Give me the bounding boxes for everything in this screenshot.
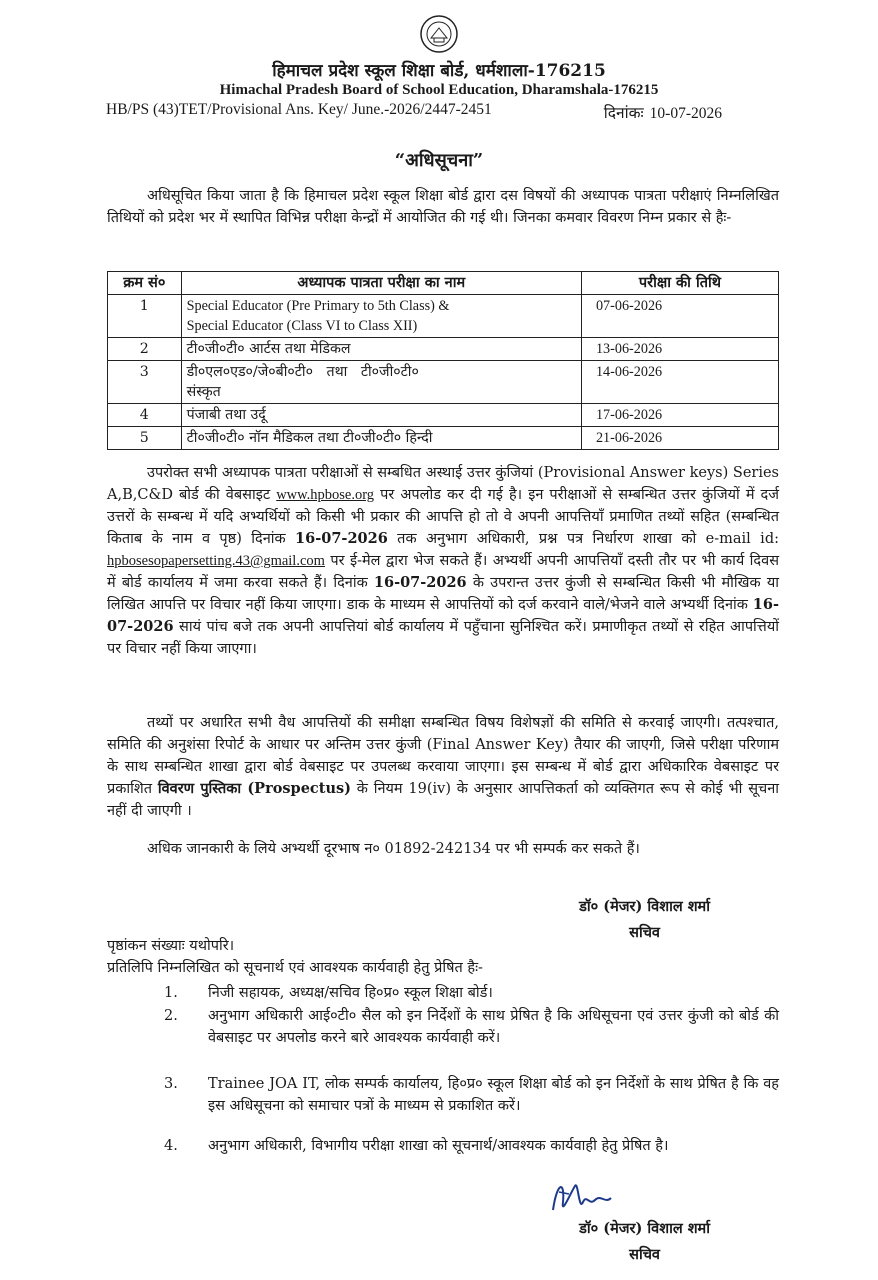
exam-date-cell: 21-06-2026 [581, 427, 778, 450]
list-number: 4. [164, 1138, 178, 1154]
para-text: सायं पांच बजे तक अपनी आपत्तियां बोर्ड कार्यालय में पहुँचाना सुनिश्चित करें। प्रमाणीकृत तथ्यों से रहित आपत्तियों पर विचार नहीं किया जाएगा। [107, 619, 779, 657]
notification-title: “अधिसूचना” [394, 150, 484, 171]
list-number: 1. [164, 985, 178, 1001]
para-text: के उपरान्त उत्तर कुंजी से सम्बन्धित किसी भी मौखिक या लिखित आपत्ति पर विचार नहीं किया जाएगा। डाक के माध्यम से आपत्तियों को दर्ज करवाने वाले/भेजने वाले अभ्यर्थी दिनांक [107, 575, 779, 613]
serial-cell: 3 [108, 361, 182, 404]
exam-name-line: संस्कृत [186, 384, 221, 400]
endorsement-block [107, 935, 779, 979]
exam-schedule-table [107, 271, 779, 450]
column-header-serial: क्रम सं० [108, 272, 182, 295]
board-name-hindi: हिमाचल प्रदेश स्कूल शिक्षा बोर्ड, धर्मशाला-176215 [272, 61, 606, 81]
reference-number: HB/PS (43)TET/Provisional Ans. Key/ June.-2026/2447-2451 [106, 101, 492, 118]
signatory-name: डॉ० (मेजर) विशाल शर्मा [579, 898, 710, 915]
table-row [108, 338, 779, 361]
exam-name-cell: टी०जी०टी० नॉन मैडिकल तथा टी०जी०टी० हिन्दी [181, 427, 581, 450]
signatory-name: डॉ० (मेजर) विशाल शर्मा [579, 1220, 710, 1237]
deadline-date: 16-07-2026 [373, 574, 467, 591]
list-text: Trainee JOA IT, लोक सम्पर्क कार्यालय, हि०प्र० स्कूल शिक्षा बोर्ड को इन निर्देशों के साथ प्रेषित है कि वह इस अधिसूचना को समाचार पत्रों के माध्यम से प्रकाशित करें। [208, 1076, 779, 1114]
exam-name-cell: पंजाबी तथा उर्दू [181, 404, 581, 427]
date-label: दिनांकः [603, 105, 644, 122]
issue-date [598, 101, 722, 123]
table-row [108, 404, 779, 427]
review-paragraph [107, 712, 779, 822]
list-item [107, 1135, 779, 1157]
serial-cell: 1 [108, 295, 182, 338]
list-text: निजी सहायक, अध्यक्ष/सचिव हि०प्र० स्कूल शिक्षा बोर्ड। [208, 985, 493, 1001]
list-number: 3. [164, 1076, 178, 1092]
list-item [107, 1073, 779, 1117]
table-row [108, 361, 779, 404]
para-text: तक अनुभाग अधिकारी, प्रश्न पत्र निर्धारण शाखा को e-mail id: [387, 531, 779, 547]
exam-name-line: Special Educator (Pre Primary to 5th Class) & [186, 298, 450, 314]
list-item [107, 1005, 779, 1049]
deadline-date: 16-07-2026 [107, 596, 779, 635]
email-link[interactable]: hpbosesopapersetting.43@gmail.com [107, 553, 325, 569]
serial-cell: 4 [108, 404, 182, 427]
answer-key-paragraph [107, 462, 779, 660]
website-link[interactable]: www.hpbose.org [276, 487, 375, 503]
exam-date-cell: 07-06-2026 [581, 295, 778, 338]
para-text: पर ई-मेल द्वारा भेज सकते हैं। अभ्यर्थी अपनी आपत्तियॉं दस्ती तौर पर भी कार्य दिवस में बोर्ड कार्यालय में जमा करवा सकते हैं। दिनांक [107, 553, 779, 591]
exam-name-cell [181, 361, 581, 404]
exam-date-cell: 17-06-2026 [581, 404, 778, 427]
exam-date-cell: 13-06-2026 [581, 338, 778, 361]
list-text: अनुभाग अधिकारी, विभागीय परीक्षा शाखा को सूचनार्थ/आवश्यक कार्यवाही हेतु प्रेषित है। [208, 1138, 669, 1154]
table-header-row [108, 272, 779, 295]
handwritten-signature-icon [545, 1172, 615, 1222]
table-row [108, 295, 779, 338]
signatory-designation: सचिव [629, 1246, 660, 1263]
endorsement-intro: प्रतिलिपि निम्नलिखित को सूचनार्थ एवं आवश्यक कार्यवाही हेतु प्रेषित हैः- [107, 960, 483, 976]
intro-text: अधिसूचित किया जाता है कि हिमाचल प्रदेश स्कूल शिक्षा बोर्ड द्वारा दस विषयों की अध्यापक पात्रता परीक्षाएं निम्नलिखित तिथियों को प्रदेश भर में स्थापित विभिन्न परीक्षा केन्द्रों में आयोजित की गई थी। जिनका कमवार विवरण निम्न प्रकार से हैः- [107, 188, 779, 226]
intro-paragraph [107, 185, 779, 229]
para-text: तथ्यों पर अधारित सभी वैध आपत्तियों की समीक्षा सम्बन्धित विषय विशेषज्ञों की समिति से करवाई जाएगी। तत्पश्चात, समिति की अनुशंसा रिपोर्ट के आधार पर अन्तिम उत्तर कुंजी (Final Answer Key) तैयार की जाएगी, जिसे परीक्षा परिणाम के साथ सम्बन्धित शाखा द्वारा बोर्ड वेबसाइट पर उपलब्ध करवाया जाएगा। इस सम्बन्ध में बोर्ड द्वारा अधिकारिक वेबसाइट पर प्रकाशित [107, 715, 779, 797]
exam-date-cell: 14-06-2026 [581, 361, 778, 404]
para-text: पर अपलोड कर दी गई है। इन परीक्षाओं से सम्बन्धित उत्तर कुंजियों में दर्ज उत्तरों के सम्बन्ध में यदि अभ्यर्थियों को किसी भी प्रकार की आपत्ति हो तो वे अपनी आपत्तियॉं प्रमाणित तथ्यों सहित (सम्बन्धित किताब के नाम व पृष्ठ) दिनांक [107, 487, 780, 547]
contact-text: अधिक जानकारी के लिये अभ्यर्थी दूरभाष न० 01892-242134 पर भी सम्पर्क कर सकते हैं। [147, 841, 640, 857]
serial-cell: 5 [108, 427, 182, 450]
exam-name-line: Special Educator (Class VI to Class XII) [186, 318, 418, 334]
para-text: के नियम 19(iv) के अनुसार आपत्तिकर्ता को व्यक्तिगत रूप से कोई भी सूचना नहीं दी जाएगी । [107, 781, 780, 819]
column-header-exam-date: परीक्षा की तिथि [581, 272, 778, 295]
contact-paragraph [107, 838, 779, 860]
date-value: 10-07-2026 [649, 105, 722, 122]
exam-name-line: डी०एल०एड०/जे०बी०टी० तथा टी०जी०टी० [186, 364, 419, 380]
para-text: उपरोक्त सभी अध्यापक पात्रता परीक्षाओं से सम्बधित अस्थाई उत्तर कुंजियां (Provisional Answer keys) Series A,B,C&D बोर्ड की वेबसाइट [107, 465, 779, 503]
list-number: 2. [164, 1008, 178, 1024]
column-header-exam-name: अध्यापक पात्रता परीक्षा का नाम [181, 272, 581, 295]
exam-name-cell [181, 295, 581, 338]
endorsement-number: पृष्ठांकन संख्याः यथोपरि। [107, 938, 235, 954]
prospectus-reference: विवरण पुस्तिका (Prospectus) [157, 780, 352, 797]
serial-cell: 2 [108, 338, 182, 361]
table-row [108, 427, 779, 450]
board-name-english: Himachal Pradesh Board of School Education, Dharamshala-176215 [219, 82, 659, 98]
board-seal-icon [419, 14, 459, 54]
list-text: अनुभाग अधिकारी आई०टी० सैल को इन निर्देशों के साथ प्रेषित है कि अधिसूचना एवं उत्तर कुंजी को बोर्ड की वेबसाइट पर अपलोड करने बारे आवश्यक कार्यवाही करें। [208, 1008, 779, 1046]
signatory-designation: सचिव [629, 924, 660, 941]
exam-name-cell: टी०जी०टी० आर्टस तथा मेडिकल [181, 338, 581, 361]
list-item [107, 982, 779, 1004]
deadline-date: 16-07-2026 [295, 530, 388, 547]
signature-block-copy [579, 1216, 710, 1268]
